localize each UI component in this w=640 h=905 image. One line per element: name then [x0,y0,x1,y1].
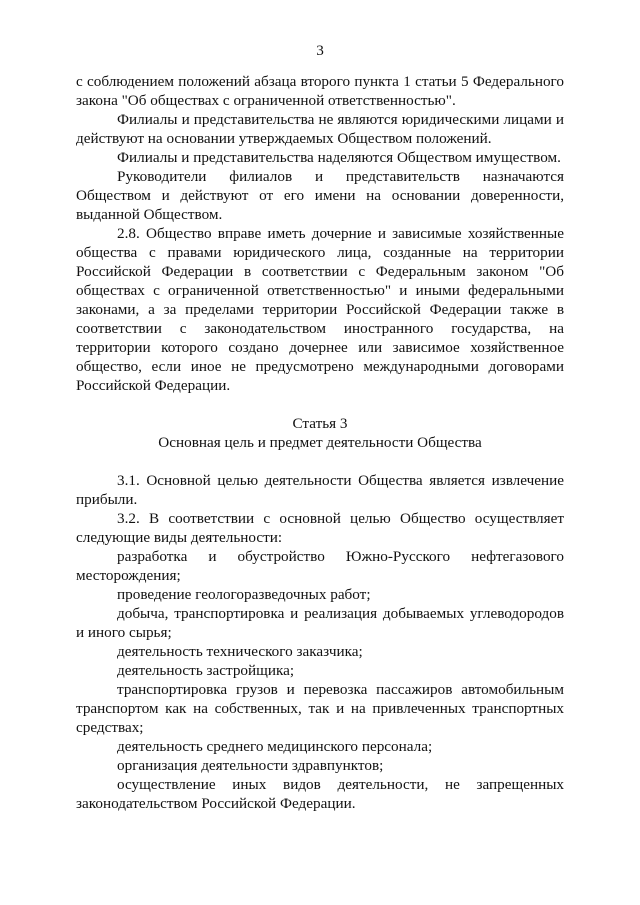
paragraph: с соблюдением положений абзаца второго пункта 1 статьи 5 Федерального закона "Об обществах с ограниченной ответственностью". [76,73,564,109]
paragraph: деятельность среднего медицинского персонала; [117,738,433,755]
paragraph: осуществление иных видов деятельности, не запрещенных законодательством Российской Федерации. [76,776,564,812]
paragraph: 3.2. В соответствии с основной целью Общество осуществляет следующие виды деятельности: [76,510,564,546]
paragraph: разработка и обустройство Южно-Русского нефтегазового месторождения; [76,548,564,584]
paragraph: 3.1. Основной целью деятельности Общества является извлечение прибыли. [76,472,564,508]
article-heading [76,414,564,452]
paragraph: Филиалы и представительства не являются юридическими лицами и действуют на основании утверждаемых Обществом положений. [76,111,564,147]
document-body [76,72,564,813]
article-number: Статья 3 [292,415,348,432]
paragraph: 2.8. Общество вправе иметь дочерние и зависимые хозяйственные общества с правами юридического лица, созданные на территории Российской Федерации в соответствии с Федеральным законом "Об обществах с ограниченной ответственностью" и иными федеральными законами, а за пределами территории Российской Федерации также в соответствии с законодательством иностранного государства, на территории которого создано дочернее или зависимое хозяйственное общество, если иное не предусмотрено международными договорами Российской Федерации. [76,225,564,394]
paragraph: деятельность застройщика; [117,662,295,679]
page-number: 3 [316,42,324,59]
paragraph-group-bottom [76,471,564,813]
paragraph: Филиалы и представительства наделяются Обществом имуществом. [117,149,561,166]
paragraph: добыча, транспортировка и реализация добываемых углеводородов и иного сырья; [76,605,564,641]
paragraph: деятельность технического заказчика; [117,643,363,660]
article-title: Основная цель и предмет деятельности Общества [158,434,482,451]
paragraph-group-top [76,72,564,395]
paragraph: проведение геологоразведочных работ; [117,586,371,603]
paragraph: Руководители филиалов и представительств назначаются Обществом и действуют от его имени на основании доверенности, выданной Обществом. [76,168,564,223]
paragraph: организация деятельности здравпунктов; [117,757,384,774]
paragraph: транспортировка грузов и перевозка пассажиров автомобильным транспортом как на собственных, так и на привлеченных транспортных средствах; [76,681,564,736]
